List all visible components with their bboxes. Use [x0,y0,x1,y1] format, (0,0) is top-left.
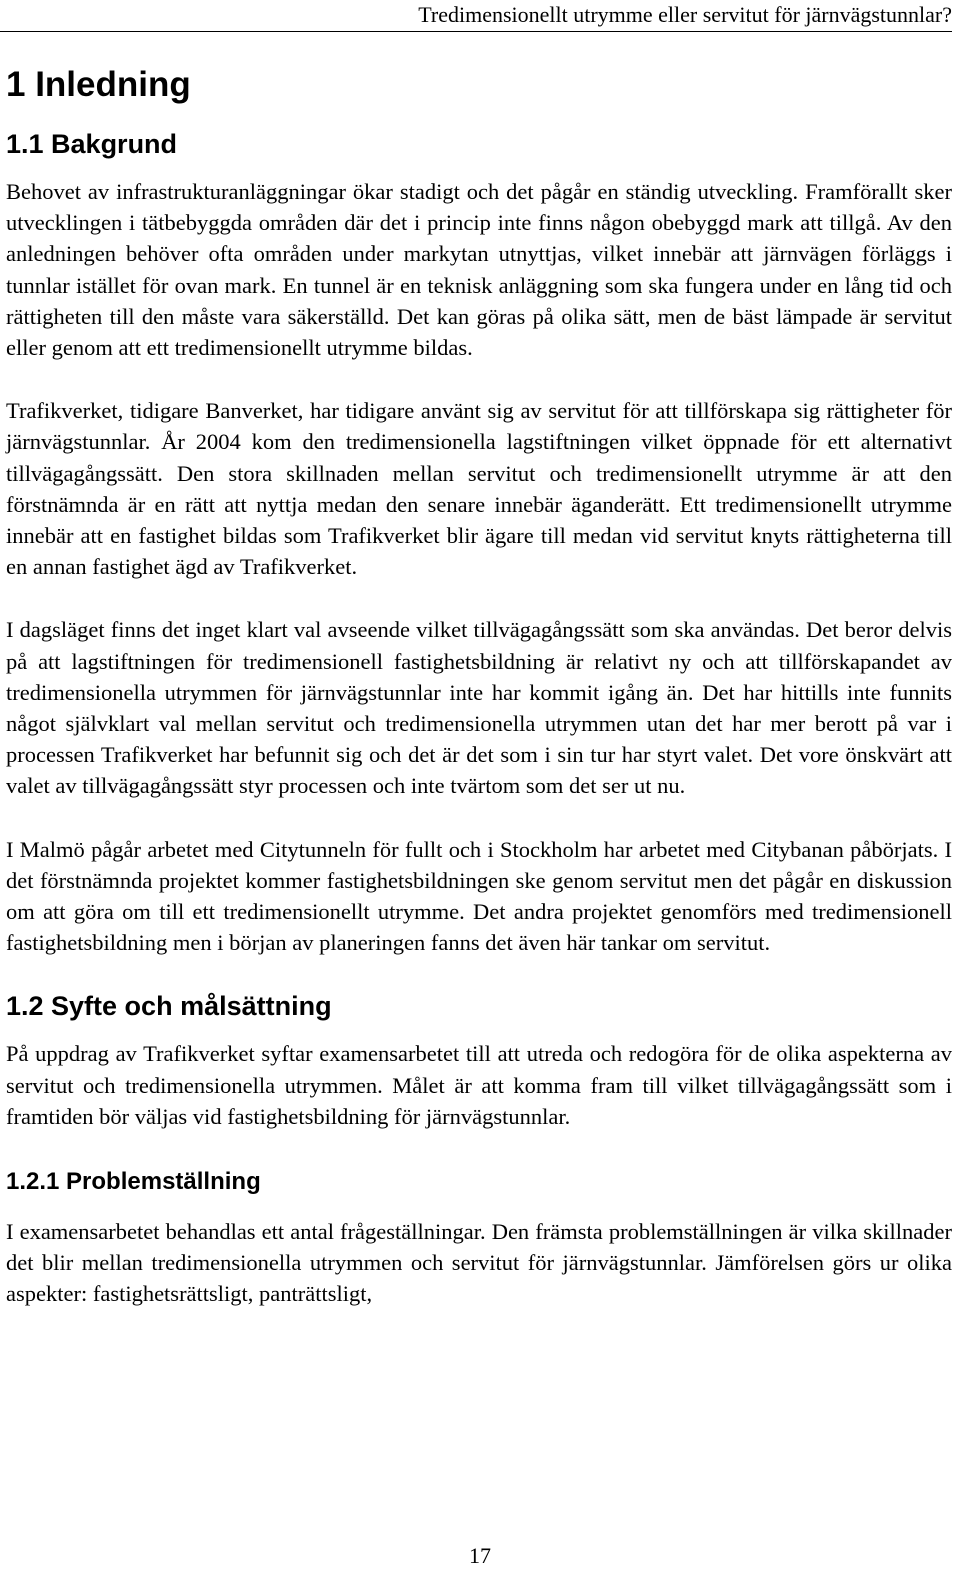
paragraph-bakgrund-1: Behovet av infrastrukturanläggningar ökar stadigt och det pågår en ständig utveckling. Framförallt sker utvecklingen i tätbebyggda områden där det i princip inte finns någon obebyggd mark att tillgå. Av den anledningen behöver ofta områden under markytan utnyttjas, vilket innebär att järnvägen förläggs i tunnlar istället för ovan mark. En tunnel är en teknisk anläggning som ska fungera under en lång tid och rättigheten till den måste vara säkerställd. Det kan göras på olika sätt, men de bäst lämpade är servitut eller genom att ett tredimensionellt utrymme bildas. [6,179,952,361]
paragraph-problem: I examensarbetet behandlas ett antal frågeställningar. Den främsta problemställningen är vilka skillnader det blir mellan tredimensionella utrymmen och servitut för järnvägstunnlar. Jämförelsen görs ur olika aspekter: fastighetsrättsligt, panträttsligt, [6,1219,952,1307]
paragraph-bakgrund-3: I dagsläget finns det inget klart val avseende vilket tillvägagångssätt som ska användas. Det beror delvis på att lagstiftningen för tredimensionell fastighetsbildning är relativt ny och att tillförskapandet av tredimensionella utrymmen för järnvägstunnlar inte har kommit igång än. Det har hittills inte funnits något självklart val mellan servitut och tredimensionella utrymmen utan det har mer berott på var i processen Trafikverket har befunnit sig och det är det som i sin tur har styrt valet. Det vore önskvärt att valet av tillvägagångssätt styr processen och inte tvärtom som det ser ut nu. [6,617,952,799]
section-heading-syfte: 1.2 Syfte och målsättning [6,991,332,1022]
chapter-heading: 1 Inledning [6,65,191,104]
page-number: 17 [469,1543,491,1568]
subsection-heading-problem: 1.2.1 Problemställning [6,1168,261,1196]
running-header: Tredimensionellt utrymme eller servitut för järnvägstunnlar? [0,0,952,32]
section-heading-bakgrund: 1.1 Bakgrund [6,129,178,159]
paragraph-bakgrund-2: Trafikverket, tidigare Banverket, har tidigare använt sig av servitut för att tillförskapa sig rättigheter för järnvägstunnlar. År 2004 kom den tredimensionella lagstiftningen vilket öppnade för ett alternativt tillvägagångssätt. Den stora skillnaden mellan servitut och tredimensionellt utrymme är att den förstnämnda är en rätt att nyttja medan den senare innebär äganderätt. Ett tredimensionellt utrymme innebär att en fastighet bildas som Trafikverket blir ägare till medan vid servitut knyts rättigheterna till en annan fastighet ägd av Trafikverket. [6,398,952,580]
paragraph-bakgrund-4: I Malmö pågår arbetet med Citytunneln för fullt och i Stockholm har arbetet med Citybanan påbörjats. I det förstnämnda projektet kommer fastighetsbildningen ske genom servitut men det pågår en diskussion om att göra om till ett tredimensionellt utrymme. Det andra projektet genomförs med tredimensionell fastighetsbildning men i början av planeringen fanns det även här tankar om servitut. [6,836,952,956]
page-content [6,60,952,1342]
paragraph-syfte: På uppdrag av Trafikverket syftar examensarbetet till att utreda och redogöra för de olika aspekterna av servitut och tredimensionella utrymmen. Målet är att komma fram till vilket tillvägagångssätt som i framtiden bör väljas vid fastighetsbildning för järnvägstunnlar. [6,1041,952,1129]
